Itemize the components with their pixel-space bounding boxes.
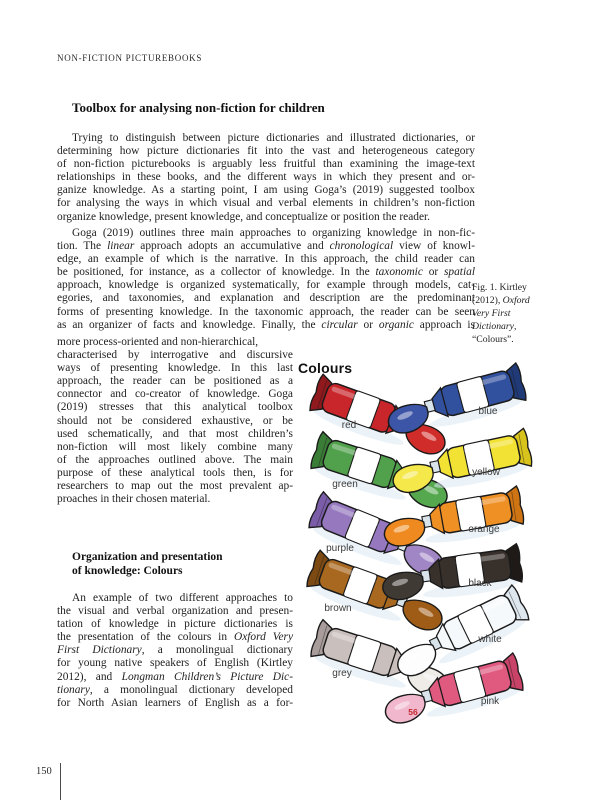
text-line: relationships in these books, and the different ways in which they present and or- — [57, 171, 475, 184]
tube-label-grey: grey — [332, 668, 352, 679]
subsection-heading — [72, 551, 292, 578]
tube-label-brown: brown — [324, 603, 352, 614]
page-number: 150 — [36, 766, 52, 777]
text-line: egories, and taxonomies, and explanation and description are the predominant — [57, 292, 475, 305]
text-line: (2012), Oxford — [472, 295, 530, 306]
paragraph-2-full-width — [57, 227, 475, 332]
tube-label-blue: blue — [478, 406, 498, 417]
text-line: “Colours”. — [472, 334, 514, 345]
text-line: for North Asian learners of English as a for- — [57, 696, 293, 709]
text-line: approach, the reader can be positioned as a — [57, 375, 293, 388]
paragraph-1 — [57, 132, 475, 224]
text-line: (2019) stresses that this analytical toolbox — [57, 401, 293, 414]
tube-label-black: black — [468, 578, 492, 589]
text-line: Trying to distinguish between picture dictionaries and illustrated dictionaries, or — [72, 132, 475, 144]
text-line: of knowledge: Colours — [72, 564, 183, 577]
text-line: Dictionary, — [472, 321, 517, 332]
text-line: ganize knowledge. As a starting point, I am using Goga’s (2019) suggested toolbox — [57, 184, 475, 197]
text-line: determining how picture dictionaries fit into the vast and heterogeneous category — [57, 145, 475, 158]
tube-label-yellow: yellow — [472, 467, 500, 478]
figure-title: Colours — [298, 360, 353, 376]
text-line: Organization and presentation — [72, 551, 223, 563]
figure-caption — [472, 281, 562, 346]
tube-label-pink: pink — [480, 696, 500, 707]
text-line: organize knowledge, present knowledge, and conceptualize or position the reader. — [57, 210, 431, 223]
text-line: connector and co-creator of knowledge. Goga — [57, 388, 293, 401]
text-line: Goga (2019) outlines three main approaches to organizing knowledge in non-fic- — [72, 227, 475, 239]
text-line: ways of presenting knowledge. In this last — [57, 362, 293, 375]
text-line: An example of two different approaches to — [72, 592, 293, 604]
text-line: researchers to map out the most prevalent ap- — [57, 480, 293, 493]
text-line: 2012), and Longman Children’s Picture Dic- — [57, 670, 293, 683]
text-line: First Dictionary, a monolingual dictionary — [57, 644, 293, 657]
text-line: of the approaches outlined above. The main — [57, 453, 293, 466]
text-line: approach, knowledge is organized systematically, for example through models, cat- — [57, 279, 475, 292]
tube-label-orange: orange — [468, 524, 500, 535]
text-line: for analysing the ways in which visual and verbal elements in children’s non-fiction — [57, 197, 475, 210]
text-line: forms of presenting knowledge. In the taxonomic approach, the reader can be seen — [57, 305, 475, 318]
text-line: the presentation of the colours in Oxford Very — [57, 631, 294, 644]
text-line: more process-oriented and non-hierarchical, — [57, 336, 259, 348]
text-line: non-fiction will most likely combine many — [57, 440, 293, 453]
text-line: tionary, a monolingual dictionary developed — [57, 683, 293, 696]
tube-label-white: white — [478, 634, 502, 645]
running-head: NON-FICTION PICTUREBOOKS — [57, 53, 203, 63]
paragraph-2-narrow-column — [57, 336, 293, 506]
text-line: tion. The linear approach adopts an accumulative and chronological view of knowl- — [57, 240, 475, 253]
footer-rule — [60, 763, 61, 800]
text-line: purpose of these analytical tools then, is for — [57, 466, 293, 479]
text-line: characterised by interrogative and discursive — [57, 349, 293, 362]
text-line: proaches in their chosen material. — [57, 493, 211, 506]
tube-label-green: green — [332, 479, 358, 490]
tube-label-red: red — [341, 420, 357, 431]
figure-page-number: 56 — [408, 707, 418, 717]
text-line: of non-fiction picturebooks is arguably less fruitful than examining the image-text — [57, 158, 475, 171]
tube-label-purple: purple — [326, 543, 354, 554]
paint-tube-blue — [382, 363, 529, 442]
text-line: should not be considered exhaustive, or be — [57, 414, 293, 427]
figure-1-colours — [296, 358, 588, 726]
text-line: the visual and verbal organization and presen- — [57, 605, 293, 618]
text-line: be positioned, for instance, as a collector of knowledge. In the taxonomic or spatial — [57, 266, 475, 279]
text-line: for young native speakers of English (Kirtley — [57, 657, 293, 670]
text-line: as an organizer of facts and knowledge. Finally, the circular or organic approach is — [57, 318, 475, 331]
text-line: used schematically, and that most children’s — [57, 427, 293, 440]
text-line: Fig. 1. Kirtley — [472, 282, 527, 293]
paragraph-3 — [57, 592, 293, 710]
text-line: edge, an example of which is the narrative. In this approach, the child reader can — [57, 253, 475, 266]
text-line: Very First — [472, 308, 511, 319]
section-heading: Toolbox for analysing non-fiction for children — [72, 100, 325, 115]
text-line: tation of knowledge in picture dictionaries is — [57, 618, 293, 631]
